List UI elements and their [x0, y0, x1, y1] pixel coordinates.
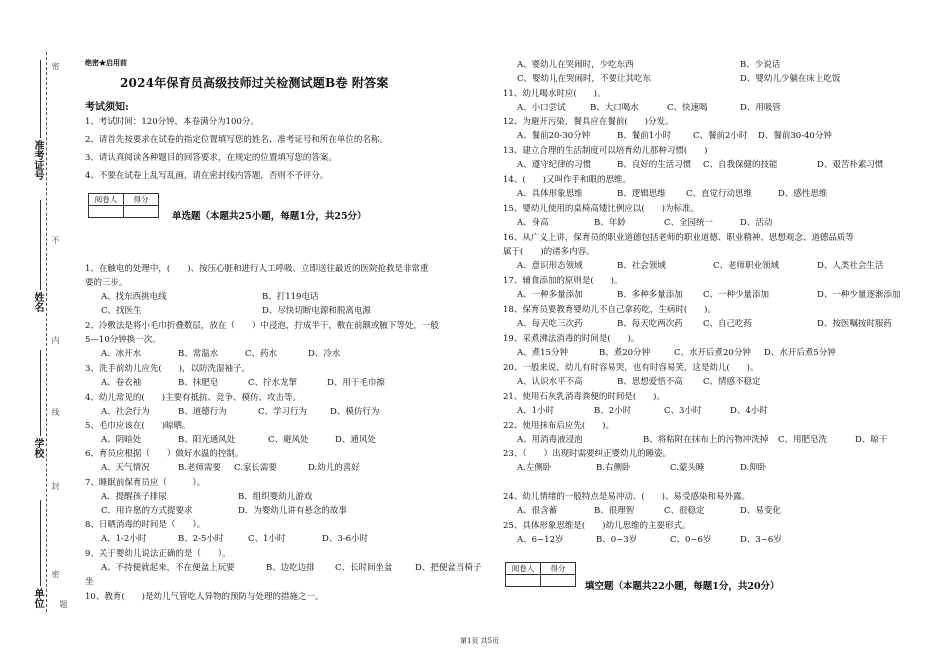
answer-option[interactable]: C、自我保健的技能 — [703, 160, 778, 170]
answer-option[interactable]: C、直觉行动思维 — [686, 189, 753, 199]
question-text: 18、保育员要教育婴幼儿不自己拿药吃，生病时( )。 — [503, 305, 716, 315]
score-cell[interactable] — [124, 206, 159, 218]
answer-option[interactable]: B.老师需要 — [178, 463, 221, 473]
answer-option[interactable]: B、抹肥皂 — [178, 378, 219, 388]
answer-option[interactable]: B、2小时 — [594, 406, 632, 416]
notice-item: 1、考试时间：120分钟，本卷满分为100分。 — [85, 117, 259, 127]
answer-option[interactable]: D、餐前30-40分钟 — [758, 131, 832, 141]
answer-option[interactable]: A、煮15分钟 — [517, 348, 568, 358]
seal-char: 密 — [51, 62, 60, 70]
answer-option[interactable]: A、具体形象思维 — [517, 189, 583, 199]
answer-option[interactable]: A、1小时 — [517, 406, 555, 416]
answer-option[interactable]: A、小口尝试 — [517, 103, 566, 113]
answer-option[interactable]: B、边吃边排 — [266, 563, 315, 573]
answer-option[interactable]: D、用干毛巾擦 — [327, 378, 385, 388]
answer-option[interactable]: C、用肥皂洗 — [778, 435, 828, 445]
answer-option[interactable]: D.仰卧 — [740, 463, 767, 473]
answer-option[interactable]: C.蒙头睡 — [670, 463, 705, 473]
reviewer-cell[interactable] — [89, 206, 124, 218]
answer-option[interactable]: C、自己吃药 — [703, 319, 753, 329]
notice-item: 4、不要在试卷上乱写乱画，请在密封线内答题，否则不予评分。 — [85, 171, 329, 181]
answer-option[interactable]: A、冰开水 — [101, 349, 142, 359]
question-text: 20、一般来说，幼儿有时容易哭，也有时容易笑，这是幼儿( )。 — [503, 363, 759, 373]
label-school: 学校 — [32, 438, 43, 458]
answer-option[interactable]: B、阳光通风处 — [178, 435, 236, 445]
answer-option[interactable]: B、2-5小时 — [178, 534, 224, 544]
answer-option[interactable]: D、4小时 — [730, 406, 768, 416]
answer-option[interactable]: C、3小时 — [664, 406, 702, 416]
question-text: 11、幼儿喝水时应( )。 — [503, 89, 606, 99]
question-text: 3、洗手前幼儿应先( )，以防洗湿袖子。 — [85, 364, 251, 374]
answer-option[interactable]: C、1小时 — [248, 534, 286, 544]
answer-option[interactable]: A、每天吃三次药 — [517, 319, 583, 329]
question-text: 15、婴幼儿使用的桌椅高矮比例应以( )为标准。 — [503, 204, 699, 214]
answer-option[interactable]: A、很含蓄 — [517, 506, 558, 516]
question-text: 19、采煮沸法消毒的时间是( )。 — [503, 334, 640, 344]
question-text: 24、幼儿情绪的一般特点是易冲动、( )、易受感染和易外露。 — [503, 492, 750, 502]
answer-option[interactable]: C、老师职业领域 — [713, 261, 780, 271]
answer-option[interactable]: C、情感不稳定 — [703, 377, 761, 387]
answer-option[interactable]: A.左侧卧 — [517, 463, 552, 473]
answer-option[interactable]: A、认识水平不高 — [517, 377, 583, 387]
answer-option[interactable]: A、餐前20-30分钟 — [517, 131, 591, 141]
answer-option[interactable]: D、活动 — [740, 218, 773, 228]
question-text: 6、育员应根据（ ）做好水温的控制。 — [85, 449, 244, 459]
score-cell[interactable] — [541, 575, 576, 587]
answer-option[interactable]: A、一种多量添加 — [517, 290, 583, 300]
score-box — [505, 562, 576, 587]
answer-option[interactable]: C、快速喝 — [667, 103, 708, 113]
question-text: 8、日晒消毒的时间是（ ）。 — [85, 520, 206, 530]
answer-option[interactable]: 属于( )的诸多内容。 — [503, 247, 595, 257]
binding-margin — [0, 0, 70, 671]
answer-option[interactable]: A、卷衣袖 — [101, 378, 142, 388]
answer-option[interactable]: D、模仿行为 — [330, 407, 380, 417]
answer-option[interactable]: A、婴幼儿在哭闹时，少吃东西 — [517, 60, 634, 70]
answer-option[interactable]: D．为婴幼儿讲有悬念的故事 — [238, 506, 347, 516]
answer-option[interactable]: B、少说话 — [740, 60, 781, 70]
answer-option[interactable]: C、全园统一 — [664, 218, 714, 228]
answer-option[interactable]: B、餐前1小时 — [617, 131, 672, 141]
answer-option[interactable]: B、打119电话 — [262, 292, 319, 302]
answer-option[interactable]: A、社会行为 — [101, 407, 150, 417]
answer-option[interactable]: D、通风处 — [335, 435, 376, 445]
answer-option[interactable]: C.家长需要 — [234, 463, 277, 473]
question-text: 21、使用石灰乳消毒粪便的时间是( )。 — [503, 392, 665, 402]
reviewer-cell[interactable] — [506, 575, 541, 587]
answer-option[interactable]: A、不持便就起来，不在便盆上玩要 — [101, 563, 235, 573]
answer-option[interactable]: C、学习行为 — [258, 407, 308, 417]
answer-option[interactable]: C、0~6岁 — [670, 535, 712, 545]
question-text: 10、教育( )是幼儿气管吃人异物的预防与处理的措施之一。 — [85, 592, 324, 602]
answer-option[interactable]: B、大口喝水 — [590, 103, 639, 113]
question-text: 2、冷敷法是将小毛巾折叠数层，放在（ ）中浸泡，拧成半干，敷在前额或腋下等处，一般 — [85, 321, 439, 331]
score-label: 得分 — [124, 194, 159, 206]
answer-option[interactable]: C、水开后煮20分钟 — [674, 348, 751, 358]
answer-option[interactable]: D、按医嘱按时服药 — [817, 319, 892, 329]
answer-option[interactable]: C．用许愿的方式提要求 — [101, 506, 193, 516]
unit-fill-line — [40, 500, 41, 586]
score-label: 得分 — [541, 563, 576, 575]
seal-dashed-line — [46, 52, 47, 612]
page-title: 2024年保育员高级技师过关检测试题B卷 附答案 — [120, 76, 389, 90]
answer-option[interactable]: C、避风处 — [268, 435, 309, 445]
answer-option[interactable]: D、用吸管 — [740, 103, 781, 113]
answer-option[interactable]: 5—10分钟换一次。 — [85, 335, 161, 345]
answer-option[interactable]: C、长时间坐盆 — [335, 563, 393, 573]
answer-option[interactable]: D、人类社会生活 — [817, 261, 884, 271]
notice-item: 2、请首先按要求在试卷的指定位置填写您的姓名、准考证号和所在单位的名称。 — [85, 135, 388, 145]
answer-option[interactable]: C、拧水龙挈 — [248, 378, 298, 388]
answer-option[interactable]: B、年龄 — [594, 218, 626, 228]
answer-option[interactable]: B、道德行为 — [178, 407, 227, 417]
answer-option[interactable]: D、3~6岁 — [740, 535, 782, 545]
question-text: 16、从广义上讲，保育员的职业道德包括老师的职业道德、职业精神、思想观念、道德品质等 — [503, 233, 854, 243]
question-text: 13、建立合理的生活制度可以培育幼儿那种习惯( ) — [503, 146, 708, 156]
score-box — [88, 193, 159, 218]
answer-option[interactable]: C、一种少量添加 — [703, 290, 770, 300]
school-fill-line — [40, 350, 41, 436]
answer-option[interactable]: B、将粘附在抹布上的污物冲洗掉 — [643, 435, 769, 445]
section-heading-single-choice: 单选题（本题共25小题，每题1分，共25分） — [172, 211, 367, 222]
answer-option[interactable]: D、尽快切断电源和脱离电源 — [262, 306, 371, 316]
seal-char: 密 — [51, 570, 60, 578]
answer-option[interactable]: C、药水 — [245, 349, 278, 359]
answer-option[interactable]: B.右侧卧 — [596, 463, 631, 473]
answer-option[interactable]: 要的三步。 — [85, 278, 128, 288]
answer-option[interactable]: B、煮20分钟 — [599, 348, 651, 358]
answer-option[interactable]: B、社会领域 — [617, 261, 666, 271]
reviewer-label: 阅卷人 — [89, 194, 124, 206]
seal-char: 线 — [51, 408, 60, 416]
answer-option[interactable]: A、阴暗处 — [101, 435, 142, 445]
answer-option[interactable]: D、感性思维 — [778, 189, 828, 199]
name-fill-line — [40, 200, 41, 290]
answer-option[interactable]: D、把便盆当椅子 — [415, 563, 482, 573]
answer-option[interactable]: A、意识形态领域 — [517, 261, 583, 271]
seal-char: 题 — [59, 600, 68, 608]
answer-option[interactable]: D、易变化 — [740, 506, 781, 516]
section-heading-fill-blank: 填空题（本题共22小题，每题1分，共20分） — [585, 581, 780, 592]
page-footer: 第1页 共5页 — [460, 637, 500, 645]
answer-option[interactable]: A、天气情况 — [101, 463, 150, 473]
answer-option[interactable]: B、0~3岁 — [596, 535, 638, 545]
secret-mark: 绝密★启用前 — [85, 58, 127, 67]
notice-heading: 考试须知: — [85, 102, 129, 113]
question-text: 25、具体形象思维是( )幼儿思维的主要形式。 — [503, 521, 691, 531]
answer-option[interactable]: B、很理智 — [594, 506, 635, 516]
label-name: 姓名 — [32, 292, 43, 312]
question-text: 14、( )又叫作手和眼的思维。 — [503, 175, 631, 185]
question-text: 23、（ ）出现时需要纠正婴幼儿的睡姿。 — [503, 449, 672, 459]
answer-option[interactable]: B、思想爱悟不高 — [617, 377, 683, 387]
answer-option[interactable]: B．组织婴幼儿游戏 — [238, 492, 313, 502]
exam-number-fill-line — [40, 60, 41, 138]
answer-option[interactable]: B、每天吃两次药 — [617, 319, 683, 329]
answer-option[interactable]: A、身高 — [517, 218, 549, 228]
question-text: 17、辅食添加的原则是( )。 — [503, 276, 623, 286]
answer-option[interactable]: D、冷水 — [308, 349, 341, 359]
answer-option[interactable]: A．提醒孩子排尿 — [101, 492, 167, 502]
seal-char: 内 — [51, 336, 60, 344]
answer-option[interactable]: A、用消毒液浸泡 — [517, 435, 583, 445]
answer-option[interactable]: C、婴幼儿在哭闹时，不要让其吃东 — [517, 74, 652, 84]
question-text: 5、毛巾应该在( )晾晒。 — [85, 421, 191, 431]
answer-option[interactable]: B、逻辑思维 — [617, 189, 666, 199]
answer-option[interactable]: A、找东西挑电线 — [101, 292, 167, 302]
answer-option[interactable]: D、水开后煮5分钟 — [764, 348, 836, 358]
answer-option[interactable]: D、一种少量逐渐添加 — [817, 290, 901, 300]
answer-option[interactable]: D、3-6小时 — [322, 534, 369, 544]
answer-option[interactable]: B、良好的生活习惯 — [617, 160, 692, 170]
answer-option[interactable]: C、找医生 — [101, 306, 142, 316]
label-unit: 单位 — [32, 588, 43, 608]
question-text: 9、关于婴幼儿说法正确的是（ ）。 — [85, 549, 231, 559]
question-text: 7、睡眠前保育员应（ ）。 — [85, 478, 206, 488]
reviewer-label: 阅卷人 — [506, 563, 541, 575]
answer-option[interactable]: A、1-2小时 — [101, 534, 147, 544]
answer-option[interactable]: D、婴幼儿少躺在床上吃饭 — [740, 74, 841, 84]
answer-option[interactable]: C、很稳定 — [664, 506, 705, 516]
answer-option[interactable]: B、常温水 — [178, 349, 219, 359]
question-text: 12、为避开污染，餐具应在餐前( )分发。 — [503, 117, 674, 127]
question-text: 4、幼儿常见的( )主要有抵抗、竞争、模仿、攻击等。 — [85, 393, 302, 403]
answer-option[interactable]: A、遵守纪律的习惯 — [517, 160, 592, 170]
answer-option[interactable]: D.幼儿的喜好 — [308, 463, 360, 473]
answer-option[interactable]: B、多种多量添加 — [617, 290, 683, 300]
answer-option[interactable]: D、艰苦朴素习惯 — [817, 160, 884, 170]
notice-item: 3、请认真阅读各种题目的回答要求，在规定的位置填写您的答案。 — [85, 153, 337, 163]
question-text: 1、在触电的处理中，( )、按压心脏和进行人工呼吸、立即送往最近的医院抢救是非常重 — [85, 264, 429, 274]
question-text: 22、使用抹布后应先( )。 — [503, 421, 614, 431]
answer-option[interactable]: 坐 — [85, 577, 94, 587]
answer-option[interactable]: C、餐前2小时 — [693, 131, 748, 141]
seal-char: 封 — [51, 482, 60, 490]
label-exam-number: 准考证号 — [32, 140, 43, 180]
seal-char: 不 — [51, 236, 60, 244]
answer-option[interactable]: D、晾干 — [855, 435, 888, 445]
answer-option[interactable]: A、6~12岁 — [517, 535, 564, 545]
